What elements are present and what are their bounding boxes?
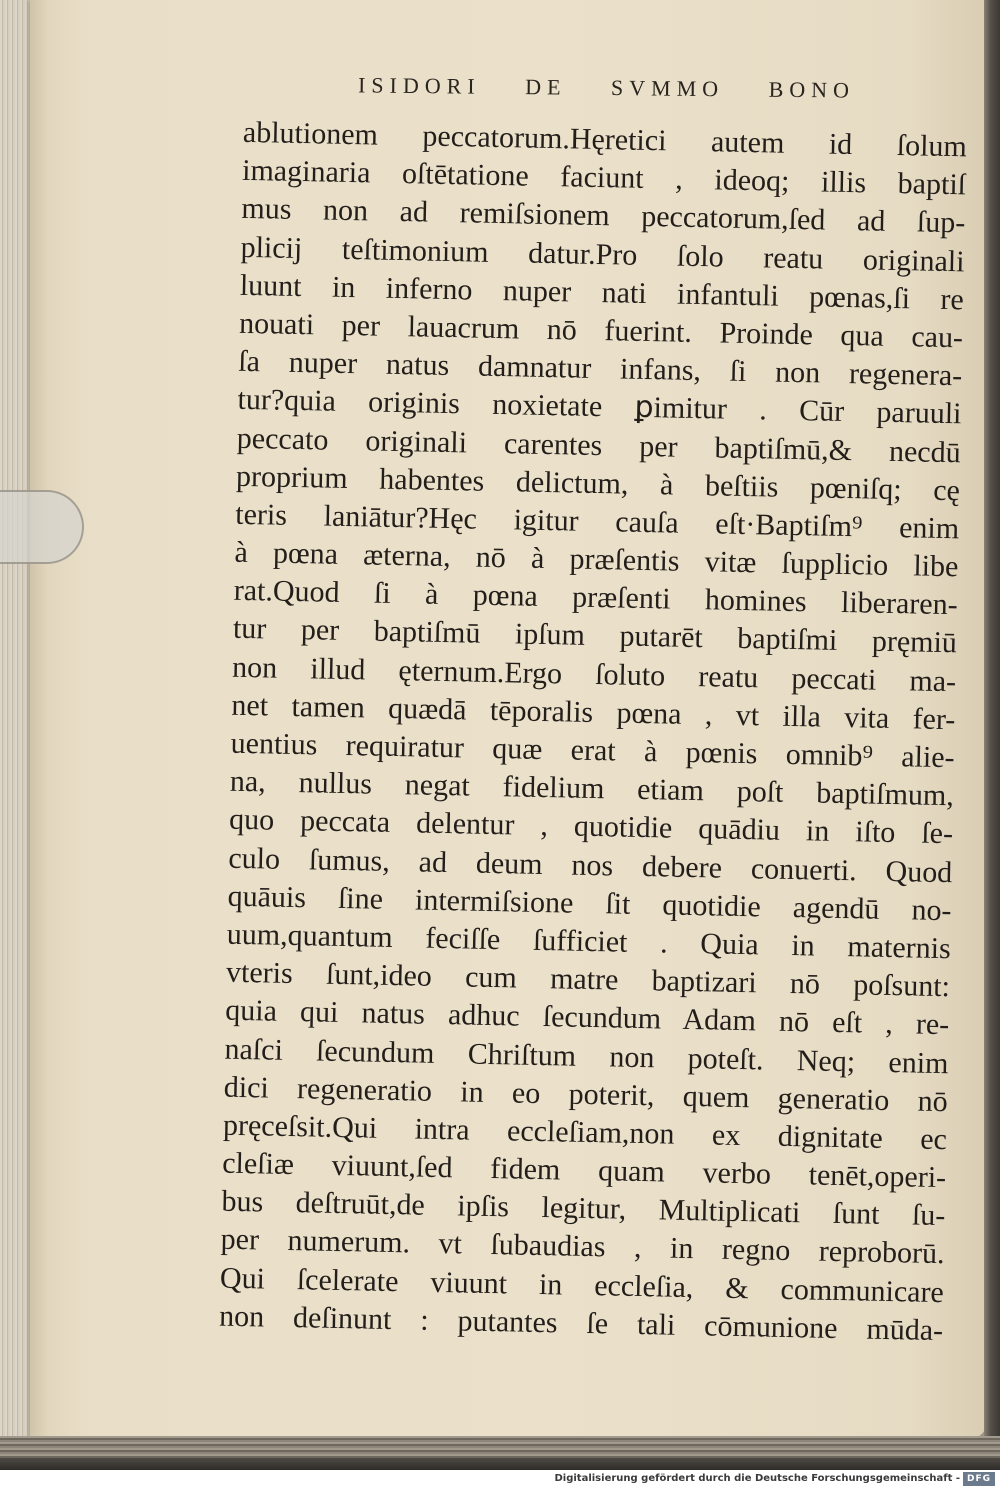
text-line: mus non ad remiſsionem peccatorum,ſed ad ſup- xyxy=(241,192,966,240)
text-line: teris laniātur?Hęc igitur cauſa eſt·Baptiſm⁹ enim xyxy=(234,497,960,546)
text-line: plicij teſtimonium datur.Pro ſolo reatu originali xyxy=(240,230,965,278)
text-line: tur per baptiſmū ipſum putarēt baptiſmi pręmiū xyxy=(232,612,958,660)
text-line: vteris ſunt,ideo cum matre baptizari nō poſsunt: xyxy=(225,955,951,1004)
text-line: imaginaria oſtētatione faciunt , ideoq; illis baptiſ xyxy=(241,154,967,202)
text-line: culo ſumus, ad deum nos debere conuerti. Quod xyxy=(228,841,953,889)
text-line: rat.Quod ſi à pœna præſenti homines liberaren- xyxy=(233,574,958,622)
body-text xyxy=(219,114,967,1351)
text-line: peccato originali carentes per baptiſmū,& necdū xyxy=(236,421,962,469)
book-cover-edge-right xyxy=(984,0,1000,1470)
text-line: net tamen quædā tēporalis pœna , vt illa vita fer- xyxy=(231,688,956,737)
text-line: Qui ſcelerate viuunt in eccleſia, & communicare xyxy=(219,1261,945,1309)
text-line: per numerum. vt ſubaudias , in regno reproborū. xyxy=(220,1223,945,1271)
text-line: quo peccata delentur , quotidie quādiu in iſto ſe- xyxy=(228,803,954,851)
text-line: nouati per lauacrum nō fuerint. Proinde qua cau- xyxy=(238,306,964,355)
text-line: ſa nuper natus damnatur infans, ſi non regenera- xyxy=(238,344,963,393)
text-line: non illud ęternum.Ergo ſoluto reatu peccati ma- xyxy=(231,650,957,698)
text-line: luunt in inferno nuper nati infantuli pœnas,ſi re xyxy=(239,268,965,317)
running-head: ISIDORI DE SVMMO BONO xyxy=(357,72,856,103)
bottom-shadow xyxy=(0,1458,1000,1470)
text-line: quia qui natus adhuc ſecundum Adam nō eſt , re- xyxy=(225,993,950,1042)
text-line: cleſiæ viuunt,ſed fidem quam verbo tenēt,operi- xyxy=(221,1146,947,1195)
text-line: pręceſsit.Qui intra eccleſiam,non ex dignitate ec xyxy=(222,1108,948,1157)
text-line: dici regeneratio in eo poterit, quem generatio nō xyxy=(223,1070,948,1118)
text-line: non deſinunt : putantes ſe tali cōmunione mūda- xyxy=(218,1299,944,1347)
text-line: à pœna æterna, nō à præſentis vitæ ſupplicio libe xyxy=(234,535,959,584)
page-holder-clip xyxy=(0,490,84,564)
funding-credit: Digitalisierung gefördert durch die Deutsche Forschungsgemeinschaft - xyxy=(554,1473,960,1484)
text-line: naſci ſecundum Chriſtum non poteſt. Neq; enim xyxy=(224,1032,949,1080)
text-line: uentius requiratur quæ erat à pœnis omnib⁹ alie- xyxy=(230,726,955,775)
text-line: proprium habentes delictum, à beſtiis pœniſq; cę xyxy=(235,459,961,507)
digitization-footer xyxy=(0,1470,1000,1488)
text-line: bus deſtruūt,de ipſis legitur, Multiplicati ſunt ſu- xyxy=(221,1184,946,1233)
text-line: uum,quantum feciſſe ſufficiet . Quia in maternis xyxy=(226,917,952,966)
dfg-logo-icon: DFG xyxy=(963,1472,995,1486)
text-line: quāuis ſine intermiſsione ſit quotidie agendū no- xyxy=(227,879,952,927)
text-line: na, nullus negat fidelium etiam poſt baptiſmum, xyxy=(229,764,955,813)
text-line: ablutionem peccatorum.Hęretici autem id ſolum xyxy=(242,115,968,164)
text-line: tur?quia originis noxietate ꝑimitur . Cūr paruuli xyxy=(237,383,962,431)
